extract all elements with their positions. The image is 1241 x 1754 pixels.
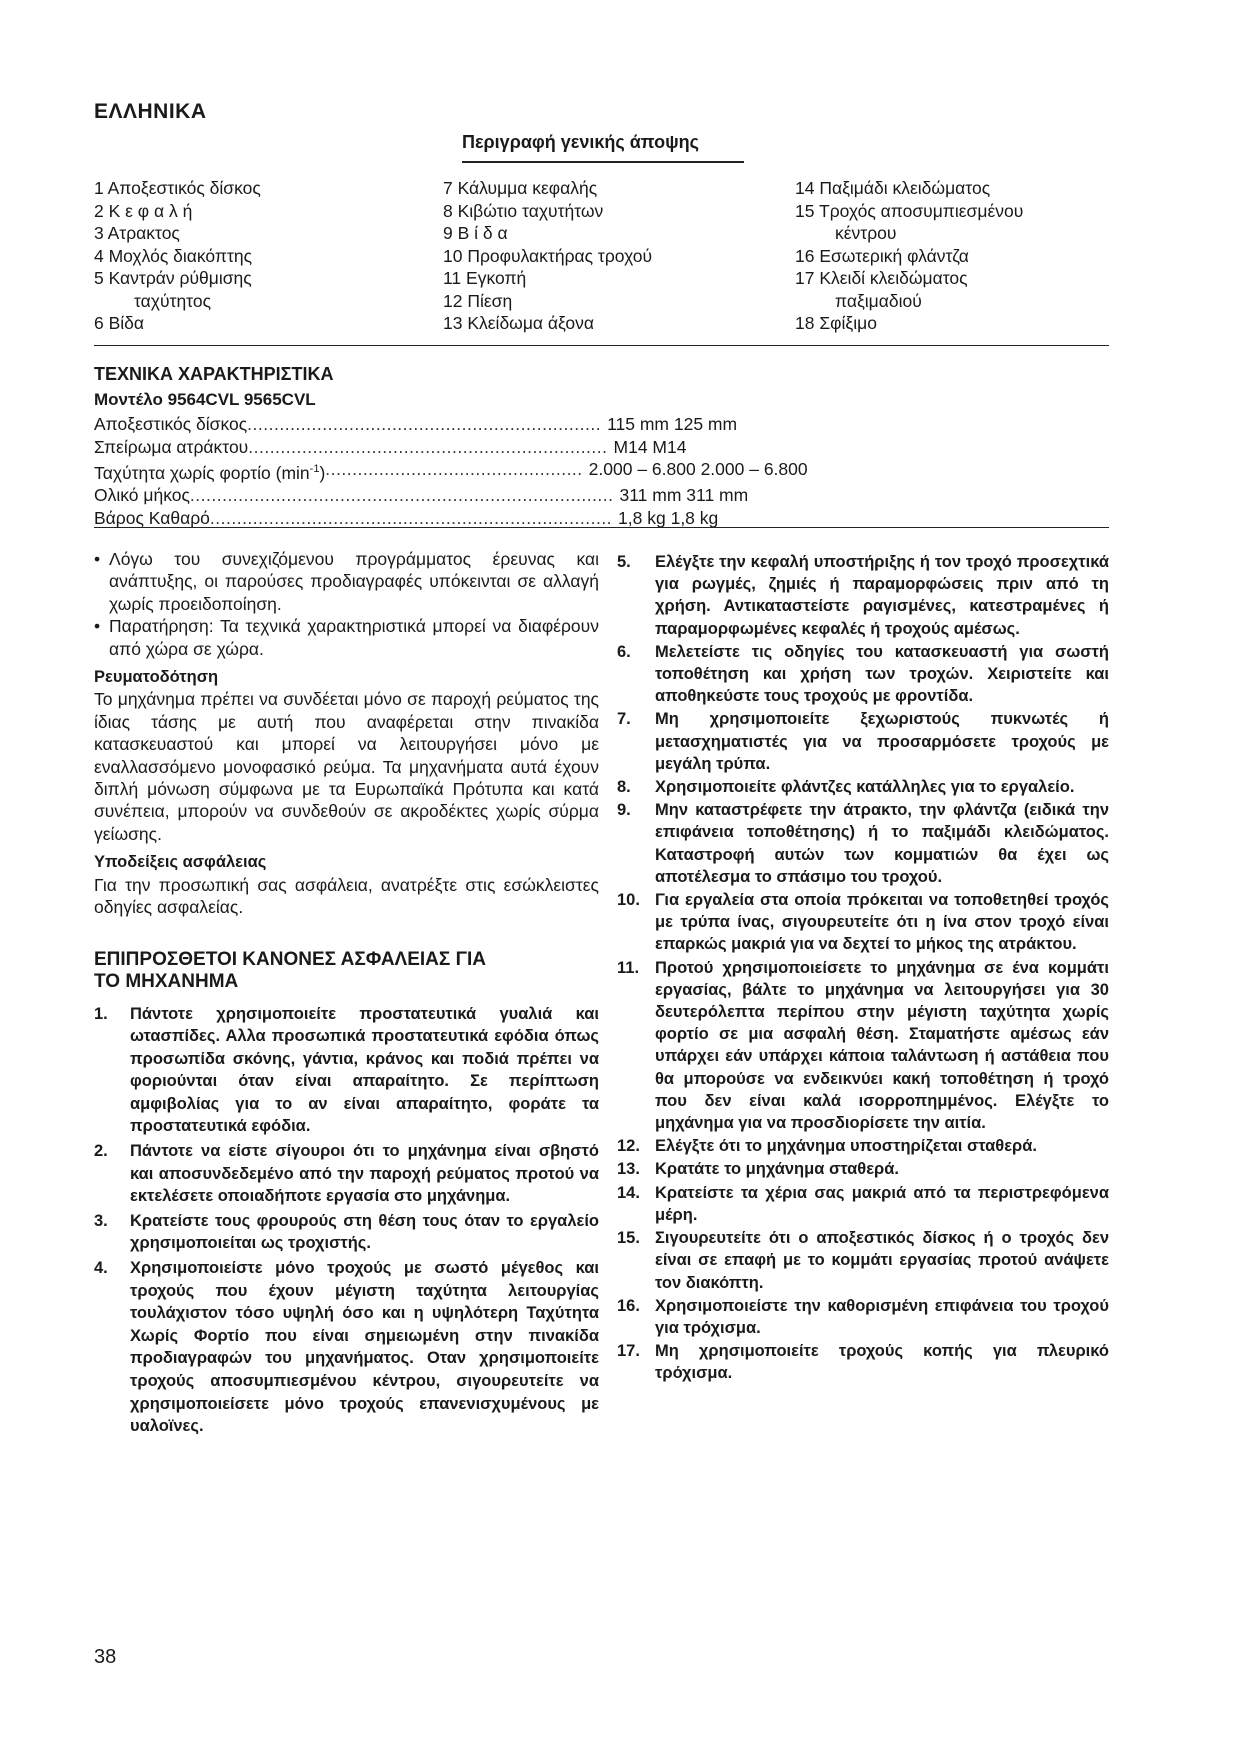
safety-rule-item: [94, 1140, 599, 1208]
rule-number: 14.: [617, 1183, 640, 1202]
rule-text: Μελετείστε τις οδηγίες του κατασκευαστή για σωστή τοποθέτηση και χρήση των τροχών. Χειριστείτε και αποθηκεύστε τους τροχούς με φροντίδα.: [655, 642, 1109, 706]
rule-text: Για εργαλεία στα οποία πρόκειται να τοποθετηθεί τροχός με τρύπα ίνας, σιγουρευτείτε ότι η ίνα στον τροχό είναι επαρκώς μακριά για να δεχτεί το μήκος της ατράκτου.: [655, 891, 1109, 954]
spec-label: [94, 413, 247, 436]
divider-specs: [94, 527, 1109, 528]
spec-leader-dots: ...................................................................: [248, 436, 608, 457]
part-label: 5 Καντράν ρύθμισης: [94, 268, 252, 288]
rule-text: Προτού χρησιμοποιείσετε το μηχάνημα σε ένα κομμάτι εργασίας, βάλτε το μηχάνημα να λειτουργήσει για 30 δευτερόλεπτα περίπου στην μέγιστη ταχύτητα χωρίς φορτίο σε μια ασφαλή θέση. Σταματήστε αμέσως εάν υπάρχει εάν υπάρχει κάποια ταλάντωση ή αστάθεια που θα μπορούσε να ενδεικνύει κακή τοποθέτηση ή τροχό που δεν είναι καλά ισορροπημμένος. Ελέγξτε το μηχάνημα για να προσδιορίσετε την αιτία.: [655, 958, 1109, 1133]
spec-label-text: Σπείρωμα ατράκτου: [94, 436, 249, 457]
safety-rule-item: [94, 1257, 599, 1438]
safety-rule-item: [617, 1182, 1109, 1226]
bullet-note: • Παρατήρηση: Τα τεχνικά χαρακτηριστικά μπορεί να διαφέρουν από χώρα σε χώρα.: [94, 615, 599, 660]
spec-label: [94, 436, 248, 459]
part-label-continuation: παξιμαδιού: [835, 290, 922, 311]
rule-number: 3.: [94, 1211, 108, 1230]
rule-text: Χρησιμοποιείστε μόνο τροχούς με σωστό μέγεθος και τροχούς που έχουν μέγιστη ταχύτητα λειτουργίας τουλάχιστον τόσο υψηλή όσο και η υψηλότερη Ταχύτητα Χωρίς Φορτίο που είναι σημειωμένη στην πινακίδα προδιαγραφών του μηχανήματος. Οταν χρησιμοποιείτε τροχούς αποσυμπιεσμένου κέντρου, σιγουρευτείτε να χρησιμοποιείσετε μόνο τροχούς επανενισχυμένους με υαλοϊνες.: [130, 1259, 599, 1436]
power-supply-heading: Ρευματοδότηση: [94, 668, 219, 687]
spec-row: [94, 436, 914, 459]
safety-rule-item: [617, 708, 1109, 775]
parts-list-column-3: [795, 177, 1125, 335]
part-label-continuation: ταχύτητος: [134, 290, 212, 311]
spec-label: [94, 484, 190, 507]
part-label: 12 Πίεση: [443, 290, 513, 311]
rule-number: 10.: [617, 891, 640, 910]
safety-rule-item: [617, 551, 1109, 640]
part-label: 3 Ατρακτος: [94, 223, 180, 243]
spec-label-text: Ταχύτητα χωρίς φορτίο (min: [94, 462, 310, 483]
spec-value: 115 mm 125 mm: [607, 414, 738, 434]
part-label-continuation: κέντρου: [835, 223, 897, 243]
part-label: 9 Β ί δ α: [443, 223, 508, 243]
spec-label: [94, 458, 325, 484]
spec-value: M14 M14: [613, 436, 687, 457]
spec-leader-dots: ...........................................................................: [209, 507, 613, 528]
rule-number: 16.: [617, 1296, 640, 1315]
rule-number: 13.: [617, 1160, 640, 1179]
part-label: 10 Προφυλακτήρας τροχού: [443, 245, 653, 266]
rules-list-left: [94, 1003, 599, 1438]
safety-rule-item: [617, 1158, 1109, 1180]
rule-text: Ελέγξτε ότι το μηχάνημα υποστηρίζεται σταθερά.: [655, 1137, 1037, 1156]
parts-list-column-2: [443, 177, 783, 335]
part-label: 14 Παξιμάδι κλειδώματος: [795, 178, 991, 198]
rule-number: 9.: [617, 801, 631, 820]
additional-rules-heading-line-2: ΤΟ ΜΗΧΑΝΗΜΑ: [94, 970, 239, 992]
part-label: 1 Αποξεστικός δίσκος: [94, 178, 261, 198]
rule-text: Πάντοτε χρησιμοποιείτε προστατευτικά γυαλιά και ωτασπίδες. Αλλα προσωπικά προστατευτικά εφόδια όπως προσωπίδα σκόνης, γάντια, κράνος και ποδιά πρέπει να φοριούνται όταν είναι απαραίτητο. Σε περίπτωση αμφιβολίας για το αν είναι απαραίτητο, φοράτε τα προστατευτικά εφόδια.: [130, 1004, 599, 1136]
rule-number: 5.: [617, 553, 631, 571]
rules-list-right: [617, 551, 1109, 1386]
part-label: 15 Τροχός αποσυμπιεσμένου: [795, 200, 1024, 221]
spec-label-text: Ολικό μήκος: [94, 485, 190, 506]
safety-rule-item: [617, 641, 1109, 708]
spec-row: [94, 507, 914, 530]
safety-rule-item: [617, 889, 1109, 956]
rule-text: Χρησιμοποιείστε την καθορισμένη επιφάνεια του τροχού για τρόχισμα.: [655, 1296, 1109, 1337]
overview-title: Περιγραφή γενικής άποψης: [462, 132, 744, 163]
part-label: 18 Σφίξιμο: [795, 313, 877, 333]
spec-row: [94, 484, 914, 507]
safety-rule-item: [617, 1340, 1109, 1384]
spec-row: [94, 413, 914, 436]
additional-rules-heading: [94, 949, 599, 993]
rule-text: Κρατάτε το μηχάνημα σταθερά.: [655, 1160, 899, 1179]
divider-top: [94, 345, 1109, 346]
spec-label-end: ): [319, 462, 326, 483]
spec-label: [94, 507, 210, 530]
spec-leader-dots: ...............................................................................: [189, 485, 614, 506]
rule-number: 11.: [617, 958, 640, 977]
safety-rule-item: [617, 1227, 1109, 1294]
language-heading: ΕΛΛΗΝΙΚΑ: [94, 100, 207, 123]
spec-value: 311 mm 311 mm: [619, 485, 749, 506]
safety-rule-item: [617, 799, 1109, 888]
safety-rule-item: [94, 1003, 599, 1139]
part-label: 4 Μοχλός διακόπτης: [94, 245, 253, 266]
rule-text: Κρατείστε τα χέρια σας μακριά από τα περιστρεφόμενα μέρη.: [655, 1183, 1109, 1224]
specs-model-line: Μοντέλο 9564CVL 9565CVL: [94, 390, 316, 409]
safety-tips-text: Για την προσωπική σας ασφάλεια, ανατρέξτε στις εσώκλειστες οδηγίες ασφαλείας.: [94, 874, 599, 918]
specs-title: ΤΕΧΝΙΚΑ ΧΑΡΑΚΤΗΡΙΣΤΙΚΑ: [94, 364, 334, 384]
rule-number: 2.: [94, 1142, 108, 1161]
rule-text: Ελέγξτε την κεφαλή υποστήριξης ή τον τροχό προσεχτικά για ρωγμές, ζημιές ή παραμορφώσεις πριν από τη χρήση. Αντικαταστείστε ραγισμένες, κατεστραμένες ή παραμορφωμένες κεφαλές ή τροχούς αμέσως.: [655, 553, 1109, 638]
rule-number: 17.: [617, 1342, 640, 1361]
safety-tips-heading: Υποδείξεις ασφάλειας: [94, 853, 267, 872]
spec-row: [94, 458, 914, 484]
additional-rules-heading-line-1: ΕΠΙΠΡΟΣΘΕΤΟΙ ΚΑΝΟΝΕΣ ΑΣΦΑΛΕΙΑΣ ΓΙΑ: [94, 948, 486, 970]
rule-number: 4.: [94, 1259, 108, 1278]
specs-table: [94, 413, 914, 529]
safety-rule-item: [617, 1135, 1109, 1157]
part-label: 13 Κλείδωμα άξονα: [443, 313, 594, 333]
part-label: 2 Κ ε φ α λ ή: [94, 200, 193, 221]
rule-number: 15.: [617, 1229, 640, 1248]
spec-value: 1,8 kg 1,8 kg: [618, 507, 719, 528]
spec-leader-dots: ..................................................................: [247, 414, 602, 434]
rule-number: 12.: [617, 1137, 640, 1156]
rule-number: 1.: [94, 1004, 108, 1023]
rule-text: Μην καταστρέφετε την άτρακτο, την φλάντζα (ειδικά την επιφάνεια τοποθέτησης) ή το παξιμάδι κλειδώματος. Καταστροφή αυτών των κομματιών θα έχει ως αποτέλεσμα το σπάσιμο του τροχού.: [655, 801, 1109, 886]
spec-label-text: Βάρος Καθαρό: [94, 507, 210, 528]
parts-list-column-1: [94, 177, 424, 335]
bullet-note: • Λόγω του συνεχιζόμενου προγράμματος έρευνας και ανάπτυξης, οι παρούσες προδιαγραφές υπόκεινται σε αλλαγή χωρίς προειδοποίηση.: [94, 548, 599, 615]
safety-rule-item: [617, 776, 1109, 798]
rule-number: 8.: [617, 778, 631, 797]
rule-text: Σιγουρευτείτε ότι ο αποξεστικός δίσκος ή ο τροχός δεν είναι σε επαφή με το κομμάτι εργασίας προτού ανάψετε τον διακόπτη.: [655, 1229, 1109, 1292]
rule-text: Πάντοτε να είστε σίγουροι ότι το μηχάνημα είναι σβηστό και αποσυνδεδεμένο από την παροχή ρεύματος προτού να εκτελέσετε οποιαδήποτε εργασία στο μηχάνημα.: [130, 1142, 599, 1206]
part-label: 16 Εσωτερική φλάντζα: [795, 245, 969, 266]
part-label: 6 Βίδα: [94, 313, 145, 333]
safety-rule-item: [617, 957, 1109, 1135]
spec-value: 2.000 – 6.800 2.000 – 6.800: [588, 459, 808, 479]
part-label: 8 Κιβώτιο ταχυτήτων: [443, 200, 604, 221]
left-column: [94, 548, 599, 1440]
rule-text: Μη χρησιμοποιείτε τροχούς κοπής για πλευρικό τρόχισμα.: [655, 1342, 1109, 1383]
part-label: 7 Κάλυμμα κεφαλής: [443, 178, 598, 198]
rule-text: Κρατείστε τους φρουρούς στη θέση τους όταν το εργαλείο χρησιμοποιείται ως τροχιστής.: [130, 1211, 599, 1253]
safety-rule-item: [617, 1295, 1109, 1339]
spec-label-superscript: -1: [309, 463, 320, 475]
rule-text: Χρησιμοποιείτε φλάντζες κατάλληλες για το εργαλείο.: [655, 778, 1075, 797]
rule-number: 6.: [617, 642, 631, 661]
safety-rule-item: [94, 1210, 599, 1255]
rule-number: 7.: [617, 710, 631, 729]
spec-leader-dots: ................................................: [325, 459, 583, 479]
part-label: 11 Εγκοπή: [443, 268, 527, 288]
rule-text: Μη χρησιμοποιείτε ξεχωριστούς πυκνωτές ή μετασχηματιστές για να προσαρμόσετε τροχούς με μεγάλη τρύπα.: [655, 710, 1109, 773]
page-number: 38: [94, 1646, 117, 1668]
part-label: 17 Κλειδί κλειδώματος: [795, 268, 968, 288]
spec-label-text: Αποξεστικός δίσκος: [94, 414, 248, 434]
power-supply-text: Το μηχάνημα πρέπει να συνδέεται μόνο σε παροχή ρεύματος της ίδιας τάσης με αυτή που αναφέρεται στην πινακίδα κατασκευαστού και μπορεί να λειτουργήσει μόνο με εναλλασσόμενο μονοφασικό ρεύμα. Τα μηχανήματα αυτά έχουν διπλή μόνωση σύμφωνα με τα Ευρωπαϊκά Πρότυπα και κατά συνέπεια, μπορούν να συνδεθούν σε ακροδέκτες χωρίς σύρμα γείωσης.: [94, 689, 599, 844]
